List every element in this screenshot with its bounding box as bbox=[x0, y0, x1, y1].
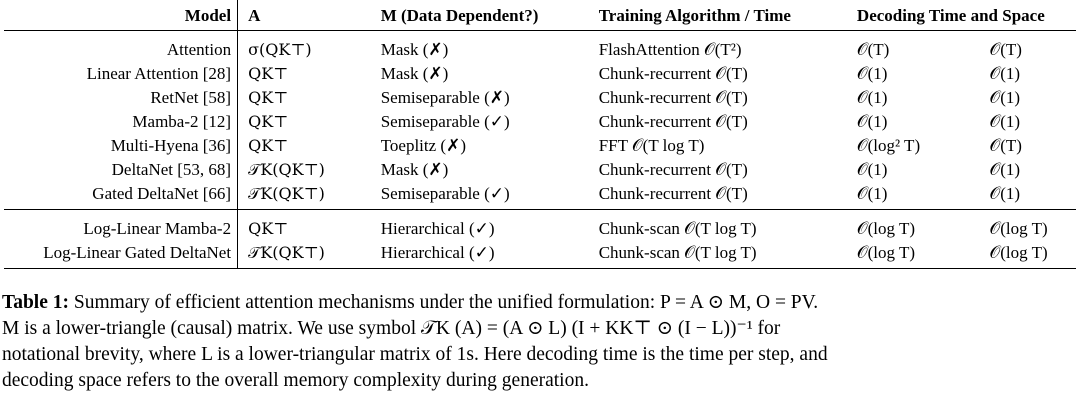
table-row bbox=[4, 157, 1076, 181]
cell-training: Chunk-recurrent 𝒪(T) bbox=[598, 159, 748, 179]
caption-line-3: notational brevity, where L is a lower-triangular matrix of 1s. Here decoding time is the time per step, and bbox=[2, 344, 828, 365]
table-row bbox=[4, 133, 1076, 157]
cell-decoding-space: 𝒪(T) bbox=[989, 39, 1022, 59]
cell-m: Hierarchical (✓) bbox=[380, 218, 495, 238]
cell-a: QK⊤ bbox=[238, 61, 375, 85]
cell-training: Chunk-recurrent 𝒪(T) bbox=[598, 87, 748, 107]
cell-training: Chunk-recurrent 𝒪(T) bbox=[598, 111, 748, 131]
caption-line-2: M is a lower-triangle (causal) matrix. We use symbol 𝒯K (A) = (A ⊙ L) (I + KK⊤ ⊙ (I − L))⁻¹ for bbox=[2, 318, 781, 339]
cell-training: FlashAttention 𝒪(T²) bbox=[598, 39, 742, 59]
cell-training: Chunk-scan 𝒪(T log T) bbox=[593, 240, 851, 269]
header-model: Model bbox=[4, 0, 238, 31]
caption-label: Table 1: bbox=[2, 292, 70, 313]
cell-a: 𝒯K(QK⊤) bbox=[238, 240, 375, 269]
cell-decoding-time: 𝒪(log T) bbox=[851, 240, 984, 269]
cell-decoding-time: 𝒪(1) bbox=[856, 159, 888, 179]
table-caption bbox=[2, 290, 1078, 394]
cell-model: Log-Linear Mamba-2 bbox=[83, 218, 232, 238]
cell-model: Multi-Hyena [36] bbox=[110, 135, 232, 155]
cell-a: 𝒯K(QK⊤) bbox=[238, 181, 375, 210]
table-row bbox=[4, 109, 1076, 133]
table-group-existing bbox=[4, 31, 1076, 210]
summary-table bbox=[4, 0, 1076, 269]
cell-decoding-space: 𝒪(log T) bbox=[984, 240, 1076, 269]
cell-model: Linear Attention [28] bbox=[86, 63, 232, 83]
cell-decoding-space: 𝒪(log T) bbox=[989, 218, 1048, 238]
cell-a: σ(QK⊤) bbox=[238, 31, 375, 62]
caption-line-1 bbox=[2, 290, 1078, 316]
table-row bbox=[4, 61, 1076, 85]
cell-model: DeltaNet [53, 68] bbox=[111, 159, 232, 179]
caption-text-1: Summary of efficient attention mechanisms under the unified formulation: P = A ⊙ M, O = PV. bbox=[73, 292, 819, 313]
header-row bbox=[4, 0, 1076, 31]
cell-m: Mask (✗) bbox=[380, 159, 449, 179]
header-training: Training Algorithm / Time bbox=[593, 0, 851, 31]
cell-training: Chunk-scan 𝒪(T log T) bbox=[598, 218, 757, 238]
header-a: A bbox=[238, 0, 375, 31]
caption-line-4: decoding space refers to the overall memory complexity during generation. bbox=[2, 370, 589, 391]
table-row bbox=[4, 85, 1076, 109]
cell-m: Semiseparable (✗) bbox=[380, 87, 510, 107]
cell-a: QK⊤ bbox=[238, 85, 375, 109]
cell-m: Toeplitz (✗) bbox=[380, 135, 466, 155]
cell-m: Semiseparable (✓) bbox=[375, 181, 593, 210]
cell-decoding-time: 𝒪(1) bbox=[856, 63, 888, 83]
cell-decoding-time: 𝒪(1) bbox=[856, 87, 888, 107]
cell-a: QK⊤ bbox=[238, 109, 375, 133]
cell-m: Hierarchical (✓) bbox=[375, 240, 593, 269]
cell-m: Semiseparable (✓) bbox=[380, 111, 510, 131]
cell-model: Log-Linear Gated DeltaNet bbox=[4, 240, 238, 269]
cell-decoding-space: 𝒪(1) bbox=[984, 181, 1076, 210]
cell-decoding-time: 𝒪(T) bbox=[856, 39, 890, 59]
cell-decoding-time: 𝒪(1) bbox=[856, 111, 888, 131]
cell-decoding-space: 𝒪(T) bbox=[989, 135, 1022, 155]
table-header bbox=[4, 0, 1076, 31]
cell-training: FFT 𝒪(T log T) bbox=[598, 135, 705, 155]
cell-model: RetNet [58] bbox=[150, 87, 232, 107]
cell-decoding-space: 𝒪(1) bbox=[989, 159, 1021, 179]
cell-decoding-space: 𝒪(1) bbox=[989, 63, 1021, 83]
cell-m: Mask (✗) bbox=[380, 63, 449, 83]
cell-training: Chunk-recurrent 𝒪(T) bbox=[593, 181, 851, 210]
table-row bbox=[4, 240, 1076, 269]
cell-m: Mask (✗) bbox=[380, 39, 449, 59]
cell-a: QK⊤ bbox=[238, 210, 375, 241]
cell-model: Mamba-2 [12] bbox=[132, 111, 232, 131]
cell-training: Chunk-recurrent 𝒪(T) bbox=[598, 63, 748, 83]
cell-model: Gated DeltaNet [66] bbox=[4, 181, 238, 210]
table-row bbox=[4, 210, 1076, 241]
table-group-log-linear bbox=[4, 210, 1076, 269]
header-m: M (Data Dependent?) bbox=[375, 0, 593, 31]
table-row bbox=[4, 31, 1076, 62]
cell-decoding-time: 𝒪(1) bbox=[851, 181, 984, 210]
cell-model: Attention bbox=[166, 39, 232, 59]
header-decoding: Decoding Time and Space bbox=[851, 0, 1076, 31]
table-row bbox=[4, 181, 1076, 210]
cell-decoding-space: 𝒪(1) bbox=[989, 87, 1021, 107]
cell-a: QK⊤ bbox=[238, 133, 375, 157]
cell-a: 𝒯K(QK⊤) bbox=[238, 157, 375, 181]
cell-decoding-space: 𝒪(1) bbox=[989, 111, 1021, 131]
cell-decoding-time: 𝒪(log² T) bbox=[856, 135, 921, 155]
cell-decoding-time: 𝒪(log T) bbox=[856, 218, 916, 238]
